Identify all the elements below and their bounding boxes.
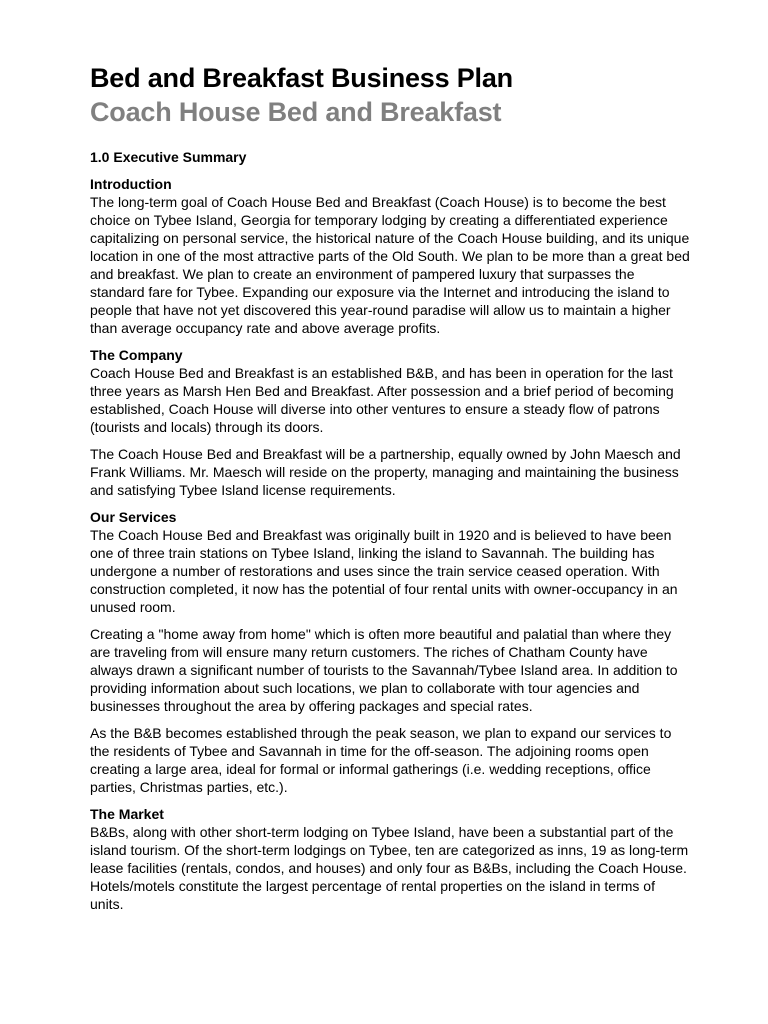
document-page [90, 62, 690, 922]
section-the-market [90, 805, 690, 913]
document-title: Bed and Breakfast Business Plan [90, 63, 513, 93]
subheading-our-services: Our Services [90, 509, 177, 525]
section-heading-executive-summary: 1.0 Executive Summary [90, 149, 247, 165]
paragraph: The Coach House Bed and Breakfast will be a partnership, equally owned by John Maesch and Frank Williams. Mr. Maesch will reside on the property, managing and maintaining the business and satisfying Tybee Island license requirements. [90, 446, 681, 498]
paragraph: B&Bs, along with other short-term lodging on Tybee Island, have been a substantial part of the island tourism. Of the short-term lodgings on Tybee, ten are categorized as inns, 19 as long-term lease facilities (rentals, condos, and houses) and only four as B&Bs, including the Coach House. Hotels/motels constitute the largest percentage of rental properties on the island in terms of units. [90, 824, 689, 912]
paragraph: Creating a "home away from home" which is often more beautiful and palatial than where they are traveling from will ensure many return customers. The riches of Chatham County have always drawn a significant number of tourists to the Savannah/Tybee Island area. In addition to providing information about such locations, we plan to collaborate with tour agencies and businesses throughout the area by offering packages and special rates. [90, 626, 678, 714]
paragraph: Coach House Bed and Breakfast is an established B&B, and has been in operation for the last three years as Marsh Hen Bed and Breakfast. After possession and a brief period of becoming established, Coach House will diverse into other ventures to ensure a steady flow of patrons (tourists and locals) through its doors. [90, 365, 674, 435]
paragraph: The long-term goal of Coach House Bed and Breakfast (Coach House) is to become the best choice on Tybee Island, Georgia for temporary lodging by creating a differentiated experience capitalizing on personal service, the historical nature of the Coach House building, and its unique location in one of the most attractive parts of the Old South. We plan to be more than a great bed and breakfast. We plan to create an environment of pampered luxury that surpasses the standard fare for Tybee. Expanding our exposure via the Internet and introducing the island to people that have not yet discovered this year-round paradise will allow us to maintain a higher than average occupancy rate and above average profits. [90, 194, 690, 336]
subheading-the-market: The Market [90, 806, 164, 822]
section-introduction [90, 175, 690, 337]
document-subtitle: Coach House Bed and Breakfast [90, 97, 502, 127]
section-the-company [90, 346, 690, 499]
subheading-introduction: Introduction [90, 176, 172, 192]
subheading-the-company: The Company [90, 347, 183, 363]
section-our-services [90, 508, 690, 796]
paragraph: The Coach House Bed and Breakfast was originally built in 1920 and is believed to have been one of three train stations on Tybee Island, linking the island to Savannah. The building has undergone a number of restorations and uses since the train service ceased operation. With construction completed, it now has the potential of four rental units with owner-occupancy in an unused room. [90, 527, 678, 615]
paragraph: As the B&B becomes established through the peak season, we plan to expand our services to the residents of Tybee and Savannah in time for the off-season. The adjoining rooms open creating a large area, ideal for formal or informal gatherings (i.e. wedding receptions, office parties, Christmas parties, etc.). [90, 725, 672, 795]
